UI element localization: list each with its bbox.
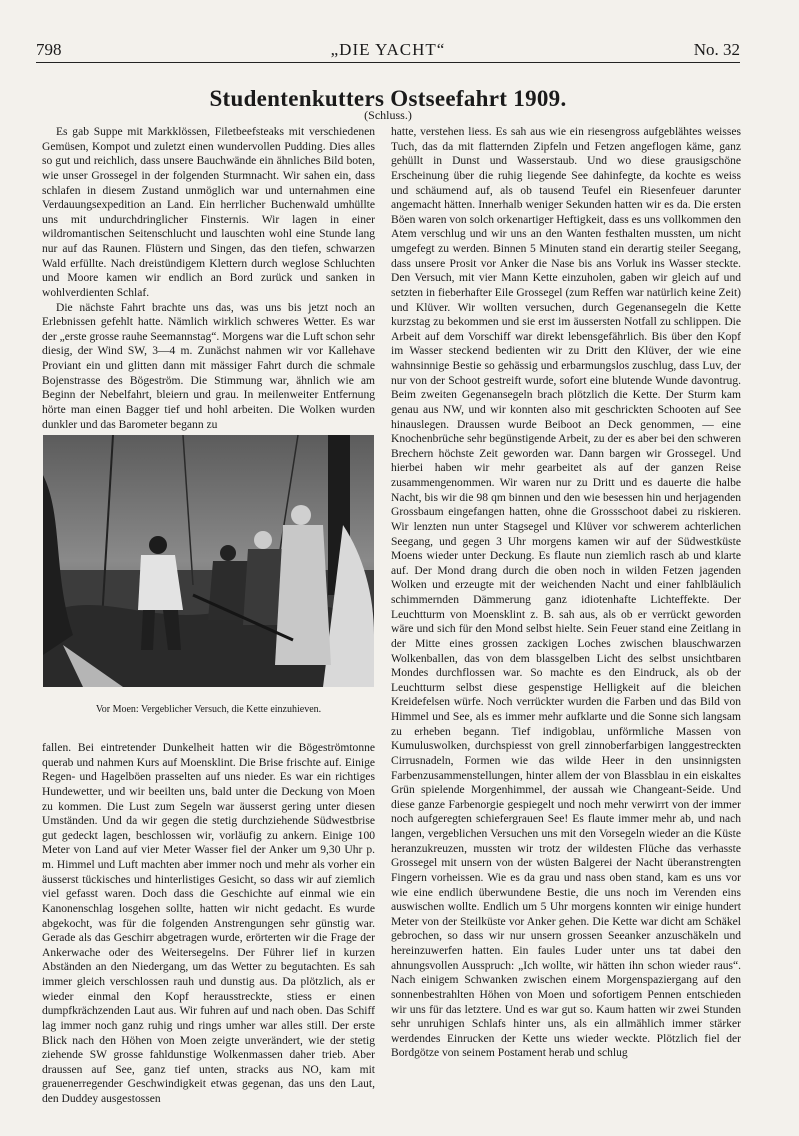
article-title: Studentenkutters Ostseefahrt 1909. xyxy=(209,86,567,111)
page-number: 798 xyxy=(36,40,62,59)
journal-title: „DIE YACHT“ xyxy=(330,40,446,59)
paragraph: fallen. Bei eintretender Dunkelheit hatten wir die Bögeströmtonne querab und nahmen Kurs auf Moensklint. Die Brise frischte auf. Einige Regen- und Hagelböen prasselten auf uns nieder. Es war ein richtiges Hundewetter, und wir beeilten uns, bald unter die Deckung von Moen zu kommen. Die Lust zum Segeln war äusserst gering unter diesen Umständen. Und da wir gegen die stetig durchziehende Südwestbrise gut gedeckt lagen, beschlossen wir, vorläufig zu ankern. Einige 100 Meter von Land auf vier Meter Wasser fiel der Anker um 9,30 Uhr p. m. Himmel und Luft machten aber immer noch und mehr als vorher ein äusserst tückisches und hinterlistiges Gesicht, so dass wir auf ziemlich viel gefasst waren. Doch dass die Geschichte auf einmal wie ein Kanonenschlag losgehen sollte, hatten wir nicht gedacht. Es wurde abgekocht, was für die folgenden Anstrengungen sehr günstig war. Gerade als das Geschirr abgetragen wurde, erörterten wir die Frage der Ankerwache oder des Weitersegelns. Der Führer lief in kurzen Abständen an den Niedergang, um das Wetter zu begutachten. Es sah immer gleich verschlossen rauh und dunstig aus. Da plötzlich, als er wieder einmal den Kopf herausstreckte, stiess er einen dumpfkrächzenden Laut aus. Wir fuhren auf und nach oben. Das Schiff lag immer noch ganz ruhig und rings umher war alles still. Der erste Blick nach den Höhen von Moen zeigte unverändert, wie der stetig ziehende SW grosse fahldunstige Wolkenmassen daher trieb. Aber draussen auf See, ganz tief unten, stracks aus NO, kam mit grauenerregender Geschwindigkeit etwas gegenan, das uns den Laut, den Duddey ausgestossen xyxy=(42,742,375,1105)
photograph xyxy=(43,435,374,687)
photo-caption: Vor Moen: Vergeblicher Versuch, die Kette einzuhieven. xyxy=(95,704,322,715)
left-column-bottom xyxy=(42,741,375,1107)
paragraph: hatte, verstehen liess. Es sah aus wie ein riesengross aufgeblähtes weisses Tuch, das da mit flatternden Zipfeln und Fetzen angeflogen käme, ganz gehüllt in Dunst und Wasserstaub. Und wo diese grausigschöne Erscheinung über die ruhig liegende See dahinfegte, da kochte es weiss und schäumend auf, als ob tausend Teufel ein Riesenfeuer darunter angemacht hätten. Innerhalb weniger Sekunden hatten wir es da. Die ersten Böen waren von solch orkenartiger Heftigkeit, dass es uns vollkommen den Atem verschlug und wir uns an den Wanten festhalten mussten, um nicht umgefegt zu werden. Binnen 5 Minuten stand ein derartig steiler Seegang, dass unsere Prosit vor Anker die Nase bis ans Vorluk ins Wasser steckte. Den Versuch, mit vier Mann Kette einzuholen, gaben wir gleich auf und setzten in fieberhafter Eile Grossegel (zum Reffen war natürlich keine Zeit) und Klüver. Wir wollten versuchen, durch Gegenansegeln die Kette kurzstag zu bekommen und sie erst im äussersten Notfall zu schlippen. Die Arbeit auf dem Vorschiff war direkt lebensgefährlich. Bis über den Kopf im Wasser steckend bedienten wir zu Dritt den Klüver, der wie eine wahnsinnige Bestie so gehässig und erbarmungslos zuschlug, dass Luv, der nur von der Schoot gestreift wurde, sofort eine blutende Wunde davontrug. Beim zweiten Gegenansegeln brach plötzlich die Kette. Der Sturm kam genau aus NW, und wir konnten also mit geschrickten Schooten auf See hinauslegen. Draussen wurde Beiboot an Deck genommen, — eine Knochenbrüche sehr begünstigende Arbeit, zu der es aber bei den schweren Brechern höchste Zeit geworden war. Dann bargen wir Grossegel. Und hierbei haben wir mehr gearbeitet als auf der ganzen Reise zusammengenommen. Wir waren nur zu Dritt und es dauerte die halbe Nacht, bis wir die 98 qm binnen und den wie besessen hin und herjagenden Grossbaum eingefangen hatten, ohne die Grossschoot dabei zu riskieren. Wir lenzten nun unter Stagsegel und Klüver vor schwerem achterlichen Seegang, und gegen 3 Uhr morgens kamen wir auf der Südwestküste Moens wieder unter Deckung. Es flaute nun ziemlich rasch ab und klarte auf. Der Mond drang durch die oben noch in wilden Fetzen jagenden Wolken und erzeugte mit der weichenden Nacht und einer fahlbläulich schimmernden Dämmerung ganz idiotenhafte Lichteffekte. Der Leuchtturm von Moensklint z. B. sah aus, als ob er verrückt geworden wäre und sich für den Mond selbst hielte. Sein Feuer stand eine Zeitlang in der Mitte eines grossen zackigen Loches zwischen blauschwarzen Wolkenballen, das von dem blassgelben Licht des selbst unsichtbaren Mondes durchflossen war. So machte es den Eindruck, als ob der Leuchtturm selbst diese gespenstige Helligkeit auf die bleichen Kreidefelsen würfe. Noch verrückter wurden die Farben und das Bild von Himmel und See, als es immer mehr aufklarte und die Sonne sich langsam zu erheben begann. Tief indigoblau, unförmliche Massen von Kumuluswolken, durchspiesst von grell zinnoberfarbigen langgestreckten Cirrusnadeln, Formen wie das wilde Heer in den unsinnigsten Farbenzusammenstellungen, hinter allem der von Blassblau in ein eiskaltes Grün spielende Morgenhimmel, der aussah wie Changeant-Seide. Und diese ganze Farbenorgie gespiegelt und noch mehr verwirrt von der immer noch aufgeregten schiefergrauen See! Es flaute immer mehr ab, und nach langen, vergeblichen Versuchen uns mit den Vorsegeln wieder an die Küste heranzukreuzen, mussten wir trotz der wildesten Flüche das verhasste Grossegel mit unsern von der wüsten Balgerei der Nacht überanstrengten Fingern vorheissen. Wie es da grau und nass oben stand, kam es uns vor wie eine endlich überwundene Bestie, die uns noch im Verenden eins auswischen wollte. Endlich um 5 Uhr morgens konnten wir einige hundert Meter von der Steilküste vor Anker gehen. Die Kette war dicht am Schäkel gebrochen, so dass wir nur unsern grossen Seeanker anzuschäkeln und hereinzuwerfen hatten. Ein faules Luder unter uns tat dabei den ahnungsvollen Ausspruch: „Ich wollte, wir hätten ihn schon wieder raus“. Nach einigem Schwanken zwischen einem Morgenspaziergang auf den sonnenbestrahlten Höhen von Moen und sofortigem Pennen entschieden wir uns für das letztere. Und es war gut so. Kaum hatten wir zwei Stunden sehr unruhigen Schlafs hinter uns, als ein allmählich immer stärker werdendes Einrucken der Kette uns wieder weckte. Plötzlich fiel der Bordgötze von seinem Postament herab und schlug xyxy=(391,126,741,1060)
right-column xyxy=(391,125,741,1061)
paragraph: Es gab Suppe mit Markklössen, Filetbeefsteaks mit verschiedenen Gemüsen, Kompot und zuletzt einen wundervollen Pudding. Dies alles so gut und reichlich, dass unsere Bauchwände ein ähnliches Bild boten, wie unser Grossegel in der folgenden Sturmnacht. Wir sahen ein, dass schlafen in diesem Zustand unmöglich war und unternahmen eine Verdauungsexpedition an Land. Ein herrlicher Buchenwald umhüllte uns mit undurchdringlicher Finsternis. Wir lagen in einer wildromantischen Seitenschlucht und lauschten wohl eine Stunde lang nur auf das Raunen. Flüstern und Singen, das den tiefen, schwarzen Wald erfüllte. Nach dreistündigem Klettern durch weglose Schluchten und Moore kamen wir endlich an Bord zurück und sanken in wohlverdienten Schlaf. xyxy=(42,126,375,299)
page-header xyxy=(36,36,740,63)
paragraph: Die nächste Fahrt brachte uns das, was uns bis jetzt noch an Erlebnissen gefehlt hatte. Nämlich wirklich schweres Wetter. Es war der „erste grosse rauhe Seemannstag“. Morgens war die Luft schon sehr diesig, der Wind SW, 3—4 m. Zunächst nahmen wir vor Kallehave Proviant ein und glitten dann mit mässiger Fahrt durch die schmale Bojenstrasse des Bögeström. Die Stimmung war, ähnlich wie am Beginn der Nebelfahrt, bleiern und grau. In meilenweiter Entfernung hörte man einen Bagger tief und hohl arbeiten. Die Wolken wurden dunkler und das Barometer begann zu xyxy=(42,301,375,431)
article-subtitle: (Schluss.) xyxy=(364,108,412,122)
left-column-top xyxy=(42,125,375,432)
boat-deck-photo xyxy=(43,435,374,687)
issue-number: No. 32 xyxy=(693,40,740,59)
